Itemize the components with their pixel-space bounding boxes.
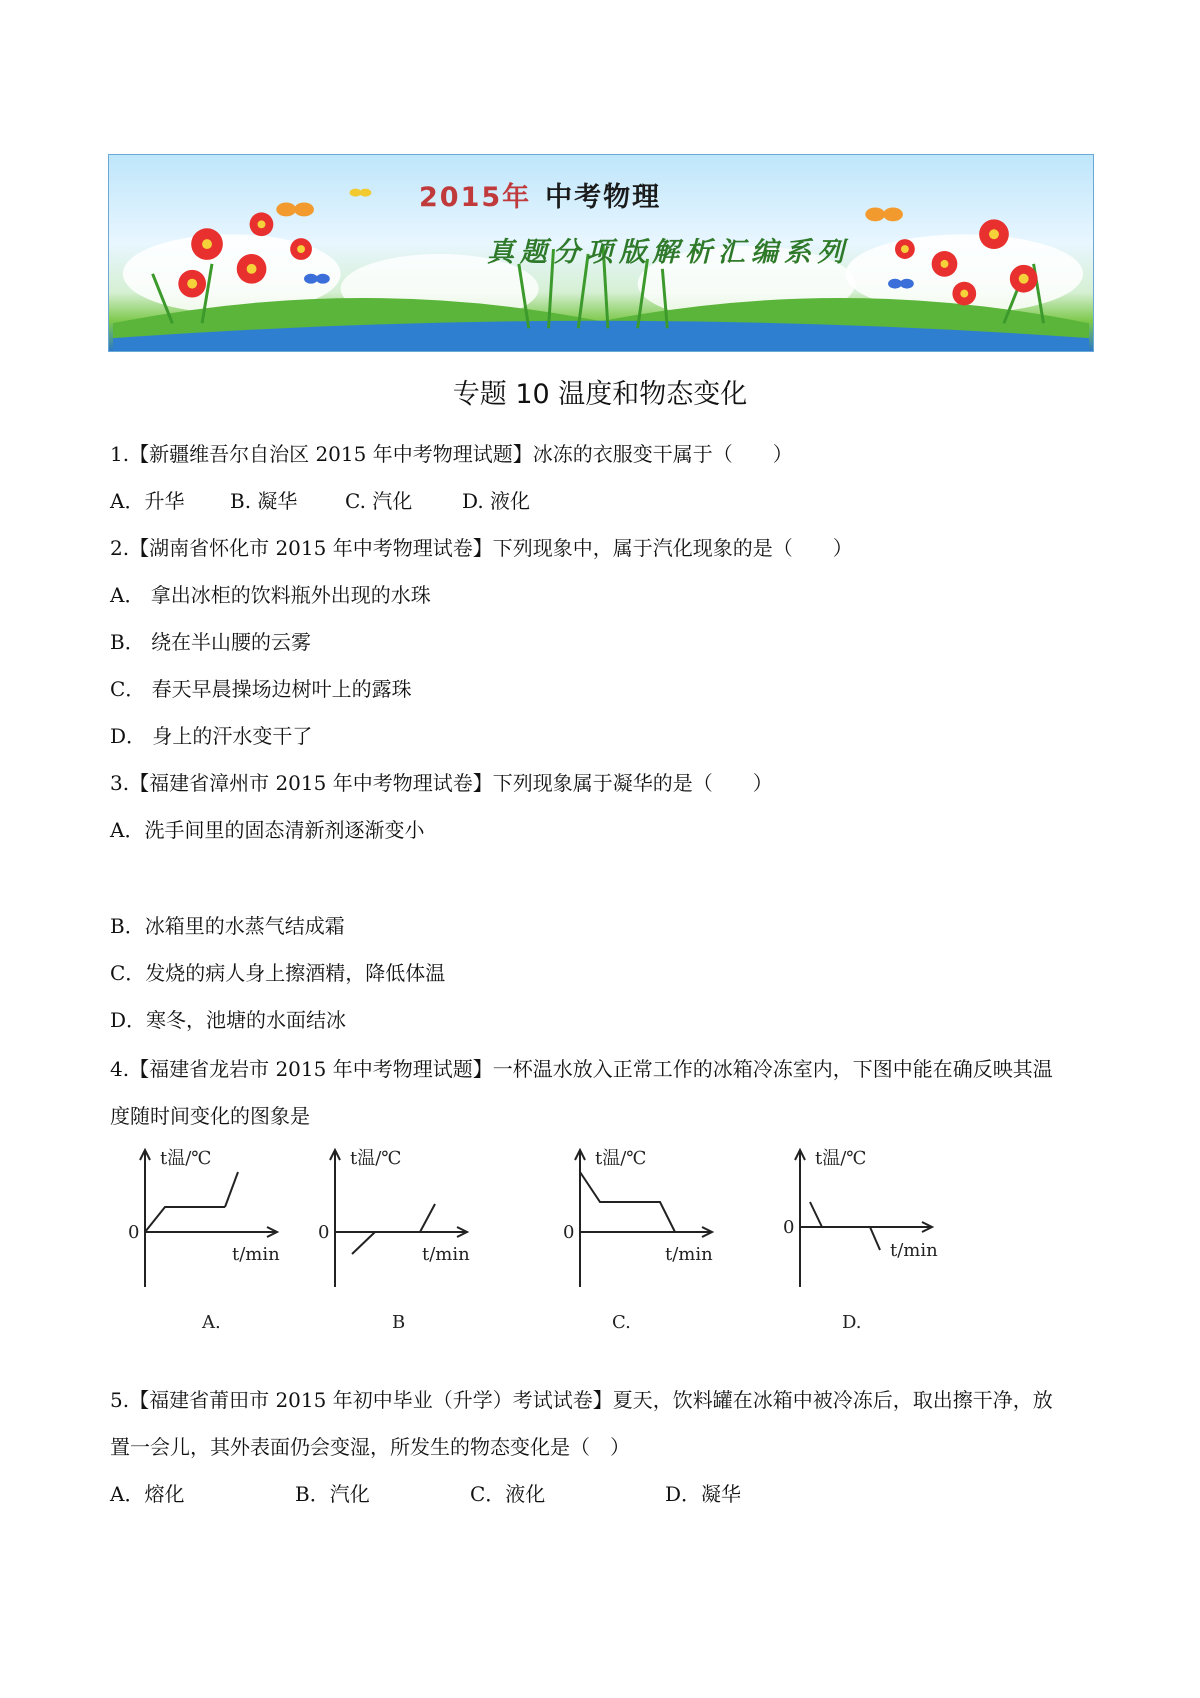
option: B. 凝华 <box>230 489 298 513</box>
question-1-options <box>110 487 530 515</box>
question-3-option-a: A．洗手间里的固态清新剂逐渐变小 <box>110 818 425 842</box>
graph-b-label: B <box>392 1312 406 1332</box>
question-1-stem: 1.【新疆维吾尔自治区 2015 年中考物理试题】冰冻的衣服变干属于（ ） <box>110 442 793 466</box>
graph-c <box>575 1150 712 1287</box>
question-5-stem-line1: 5.【福建省莆田市 2015 年初中毕业（升学）考试试卷】夏天，饮料罐在冰箱中被冷冻后，取出擦干净，放 <box>110 1388 1053 1412</box>
question-2-option-c: C． 春天早晨操场边树叶上的露珠 <box>110 677 412 701</box>
question-4-stem-line1: 4.【福建省龙岩市 2015 年中考物理试题】一杯温水放入正常工作的冰箱冷冻室内，下图中能在确反映其温 <box>110 1057 1053 1081</box>
graph-c-xlabel: t/min <box>665 1244 713 1265</box>
option: C．液化 <box>470 1482 546 1506</box>
graph-c-ylabel: t温/℃ <box>595 1148 647 1169</box>
option: D. 液化 <box>462 489 531 513</box>
graph-b-origin: 0 <box>318 1222 330 1243</box>
header-banner <box>108 154 1094 352</box>
question-3-option-d: D．寒冬，池塘的水面结冰 <box>110 1008 347 1032</box>
graph-b-ylabel: t温/℃ <box>350 1148 402 1169</box>
banner-year: 2015年 <box>419 182 532 213</box>
graph-a-label: A. <box>202 1312 221 1332</box>
banner-subtitle: 真题分项版解析汇编系列 <box>487 237 850 268</box>
option: A．升华 <box>110 489 185 513</box>
graph-a <box>140 1150 277 1287</box>
banner-series: 中考物理 <box>545 182 662 213</box>
question-2-option-a: A． 拿出冰柜的饮料瓶外出现的水珠 <box>110 583 431 607</box>
question-2-option-b: B． 绕在半山腰的云雾 <box>110 630 312 654</box>
graph-d-ylabel: t温/℃ <box>815 1148 867 1169</box>
question-4-graphs <box>120 1132 1020 1332</box>
question-2-stem: 2.【湖南省怀化市 2015 年中考物理试卷】下列现象中，属于汽化现象的是（ ） <box>110 536 853 560</box>
graph-b <box>330 1150 467 1287</box>
graph-b-xlabel: t/min <box>422 1244 470 1265</box>
option: C. 汽化 <box>345 489 413 513</box>
question-3-option-b: B．冰箱里的水蒸气结成霜 <box>110 914 345 938</box>
graph-d-label: D. <box>842 1312 862 1332</box>
graph-d-origin: 0 <box>783 1217 795 1238</box>
option: D．凝华 <box>665 1482 742 1506</box>
banner-title <box>419 175 661 214</box>
option: A．熔化 <box>110 1482 185 1506</box>
question-3-option-c: C．发烧的病人身上擦酒精，降低体温 <box>110 961 446 985</box>
graph-a-ylabel: t温/℃ <box>160 1148 212 1169</box>
graph-c-origin: 0 <box>563 1222 575 1243</box>
graph-a-xlabel: t/min <box>232 1244 280 1265</box>
question-3-stem: 3.【福建省漳州市 2015 年中考物理试卷】下列现象属于凝华的是（ ） <box>110 771 773 795</box>
graph-a-origin: 0 <box>128 1222 140 1243</box>
question-2-option-d: D． 身上的汗水变干了 <box>110 724 313 748</box>
graph-d-xlabel: t/min <box>890 1240 938 1261</box>
question-4-stem-line2: 度随时间变化的图象是 <box>110 1104 310 1128</box>
question-5-options <box>110 1480 741 1508</box>
question-5-stem-line2: 置一会儿，其外表面仍会变湿，所发生的物态变化是（ ） <box>110 1435 630 1459</box>
page-title: 专题 10 温度和物态变化 <box>452 379 748 410</box>
graphs-svg <box>120 1132 1020 1332</box>
graph-c-label: C. <box>612 1312 631 1332</box>
graph-d <box>795 1150 932 1287</box>
option: B．汽化 <box>295 1482 370 1506</box>
